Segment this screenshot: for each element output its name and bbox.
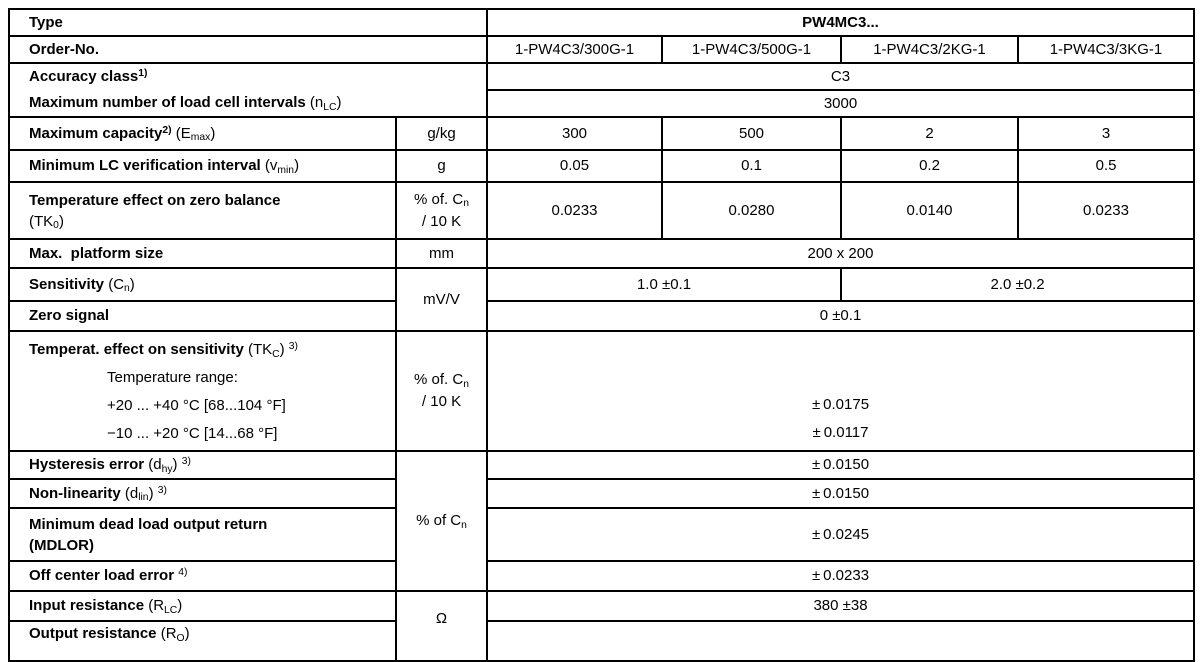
- mdlor-label: [9, 508, 396, 561]
- temp-zero-balance-value-3: [841, 182, 1018, 239]
- type-value: [487, 9, 1194, 36]
- sensitivity-value-high: [841, 268, 1194, 301]
- temp-sensitivity-label-line: −10 ... +20 °C [14...68 °F]: [107, 425, 278, 442]
- row-output-resistance-clipped: [9, 621, 1194, 661]
- zero-signal-label-line: Zero signal: [29, 307, 110, 324]
- temp-sensitivity-unit: [396, 331, 487, 451]
- zero-signal-value: [487, 301, 1194, 331]
- max-capacity-value-1: [487, 117, 662, 150]
- sensitivity-label-line: Sensitivity $(C_n)$: [29, 275, 135, 295]
- max-capacity-value-2: [662, 117, 841, 150]
- min-verification-value-2: [662, 150, 841, 182]
- min-verification-unit-line: g: [437, 157, 446, 174]
- temp-sensitivity-label-line: Temperature range:: [107, 369, 238, 386]
- output-resistance-label: [9, 621, 396, 661]
- row-accuracy-class: [9, 63, 1194, 90]
- accuracy-class-value-line: C3: [830, 67, 851, 85]
- type-label: [9, 9, 487, 36]
- input-resistance-value-line: 380 ±38: [813, 597, 868, 614]
- row-type: [9, 9, 1194, 36]
- max-capacity-value-4-line: 3: [1101, 124, 1111, 142]
- sensitivity-zero-unit: [396, 268, 487, 331]
- percent-cn-unit-line: % of $C_n$: [416, 512, 467, 531]
- order-no-value-4: [1018, 36, 1194, 63]
- spec-table-body: [9, 9, 1194, 661]
- temp-zero-balance-value-3-line: 0.0140: [906, 201, 953, 219]
- sensitivity-zero-unit-line: mV/V: [423, 290, 460, 308]
- off-center-load-label-line: Off center load error $^{4)}$: [29, 567, 188, 584]
- temp-zero-balance-unit-line: / 10 K: [421, 212, 462, 230]
- min-verification-value-1-line: 0.05: [559, 157, 590, 174]
- hysteresis-label: [9, 451, 396, 479]
- min-verification-label-line: Minimum LC verification interval $(v_{min})$: [29, 157, 300, 176]
- ohm-unit-line: Ω: [435, 610, 448, 627]
- min-verification-value-1: [487, 150, 662, 182]
- order-no-value-3: [841, 36, 1018, 63]
- non-linearity-label: [9, 479, 396, 508]
- mdlor-value: [487, 508, 1194, 561]
- max-capacity-value-1-line: 300: [561, 124, 588, 142]
- temp-zero-balance-value-4-line: 0.0233: [1083, 201, 1129, 219]
- max-intervals-value-line: 3000: [823, 94, 858, 112]
- temp-sensitivity-value-line: ± 0.0175: [811, 396, 870, 413]
- zero-signal-label: [9, 301, 396, 331]
- non-linearity-value-line: ± 0.0150: [811, 484, 870, 502]
- temp-zero-balance-value-2: [662, 182, 841, 239]
- temp-sensitivity-unit-line: % of. $C_n$: [414, 371, 469, 390]
- row-input-resistance: [9, 591, 1194, 621]
- platform-size-value: [487, 239, 1194, 268]
- order-no-value-2-line: 1-PW4C3/500G-1: [691, 40, 812, 58]
- max-capacity-label: [9, 117, 396, 150]
- temp-zero-balance-value-2-line: 0.0280: [728, 201, 775, 219]
- min-verification-value-2-line: 0.1: [741, 157, 762, 174]
- temp-zero-balance-label: [9, 182, 396, 239]
- temp-zero-balance-unit-line: % of. $C_n$: [414, 190, 469, 210]
- row-temp-zero-balance: [9, 182, 1194, 239]
- max-intervals-label: [9, 90, 487, 117]
- off-center-load-label: [9, 561, 396, 591]
- hysteresis-label-line: Hysteresis error $(d_{hy})$ $^{3)}$: [29, 456, 191, 475]
- temp-sensitivity-value: [487, 331, 1194, 451]
- order-no-value-3-line: 1-PW4C3/2KG-1: [873, 40, 986, 58]
- min-verification-value-4-line: 0.5: [1095, 157, 1117, 174]
- platform-size-unit-line: mm: [429, 244, 454, 262]
- row-temp-sensitivity: [9, 331, 1194, 451]
- temp-zero-balance-label-line: Temperature effect on zero balance: [29, 191, 281, 209]
- mdlor-value-line: ± 0.0245: [811, 525, 870, 543]
- max-capacity-label-line: Maximum capacity$^{2)}$ $(E_{max})$: [29, 124, 216, 144]
- output-resistance-value: [487, 621, 1194, 661]
- sensitivity-label: [9, 268, 396, 301]
- accuracy-class-label: [9, 63, 487, 90]
- order-no-value-1-line: 1-PW4C3/300G-1: [514, 40, 635, 58]
- max-capacity-value-3: [841, 117, 1018, 150]
- row-platform-size: [9, 239, 1194, 268]
- max-capacity-unit: [396, 117, 487, 150]
- spec-table: [8, 8, 1195, 662]
- order-no-label: [9, 36, 487, 63]
- temp-zero-balance-unit: [396, 182, 487, 239]
- min-verification-value-3-line: 0.2: [919, 157, 940, 174]
- min-verification-label: [9, 150, 396, 182]
- ohm-unit: [396, 591, 487, 661]
- max-capacity-unit-line: g/kg: [427, 124, 456, 142]
- row-order-no: [9, 36, 1194, 63]
- output-resistance-label-line: Output resistance $(R_O)$: [29, 625, 190, 644]
- hysteresis-value-line: ± 0.0150: [811, 456, 870, 473]
- platform-size-unit: [396, 239, 487, 268]
- temp-sensitivity-label-line: Temperat. effect on sensitivity $(TK_C)$ $^{3)}$: [29, 341, 298, 360]
- sensitivity-value-high-line: 2.0 ±0.2: [990, 275, 1045, 293]
- min-verification-value-3: [841, 150, 1018, 182]
- temp-zero-balance-label-line: $(TK_0)$: [29, 212, 64, 232]
- non-linearity-label-line: Non-linearity $(d_{lin})$ $^{3)}$: [29, 484, 167, 504]
- off-center-load-value: [487, 561, 1194, 591]
- off-center-load-value-line: ± 0.0233: [811, 567, 870, 584]
- percent-cn-unit: [396, 451, 487, 591]
- type-label-line: Type: [29, 13, 63, 31]
- row-min-verification: [9, 150, 1194, 182]
- temp-sensitivity-value-line: ± 0.0117: [812, 424, 869, 441]
- row-mdlor: [9, 508, 1194, 561]
- mdlor-label-line: Minimum dead load output return: [29, 515, 268, 533]
- max-intervals-label-line: Maximum number of load cell intervals $(n_{LC})$: [29, 94, 342, 113]
- zero-signal-value-line: 0 ±0.1: [819, 307, 862, 324]
- order-no-value-2: [662, 36, 841, 63]
- row-zero-signal: [9, 301, 1194, 331]
- sensitivity-value-low-line: 1.0 ±0.1: [636, 275, 692, 293]
- accuracy-class-value: [487, 63, 1194, 90]
- min-verification-value-4: [1018, 150, 1194, 182]
- order-no-value-4-line: 1-PW4C3/3KG-1: [1049, 40, 1163, 58]
- max-capacity-value-2-line: 500: [738, 124, 765, 142]
- max-intervals-value: [487, 90, 1194, 117]
- order-no-value-1: [487, 36, 662, 63]
- row-max-intervals: [9, 90, 1194, 117]
- temp-zero-balance-value-4: [1018, 182, 1194, 239]
- order-no-label-line: Order-No.: [29, 40, 100, 58]
- non-linearity-value: [487, 479, 1194, 508]
- row-non-linearity: [9, 479, 1194, 508]
- row-max-capacity: [9, 117, 1194, 150]
- temp-sensitivity-unit-line: / 10 K: [421, 393, 462, 410]
- input-resistance-label: [9, 591, 396, 621]
- temp-zero-balance-value-1-line: 0.0233: [551, 201, 598, 219]
- min-verification-unit: [396, 150, 487, 182]
- input-resistance-value: [487, 591, 1194, 621]
- hysteresis-value: [487, 451, 1194, 479]
- type-value-line: PW4MC3...: [802, 13, 879, 31]
- row-hysteresis: [9, 451, 1194, 479]
- platform-size-label-line: Max. platform size: [29, 244, 164, 262]
- row-sensitivity: [9, 268, 1194, 301]
- input-resistance-label-line: Input resistance $(R_{LC})$: [29, 597, 183, 616]
- max-capacity-value-3-line: 2: [925, 124, 934, 142]
- mdlor-label-line: (MDLOR): [29, 536, 94, 554]
- temp-zero-balance-value-1: [487, 182, 662, 239]
- temp-sensitivity-label-line: +20 ... +40 °C [68...104 °F]: [107, 397, 286, 414]
- temp-sensitivity-label: [9, 331, 396, 451]
- platform-size-value-line: 200 x 200: [807, 244, 874, 262]
- sensitivity-value-low: [487, 268, 841, 301]
- platform-size-label: [9, 239, 396, 268]
- max-capacity-value-4: [1018, 117, 1194, 150]
- accuracy-class-label-line: Accuracy class$^{1)}$: [29, 68, 148, 85]
- row-off-center-load: [9, 561, 1194, 591]
